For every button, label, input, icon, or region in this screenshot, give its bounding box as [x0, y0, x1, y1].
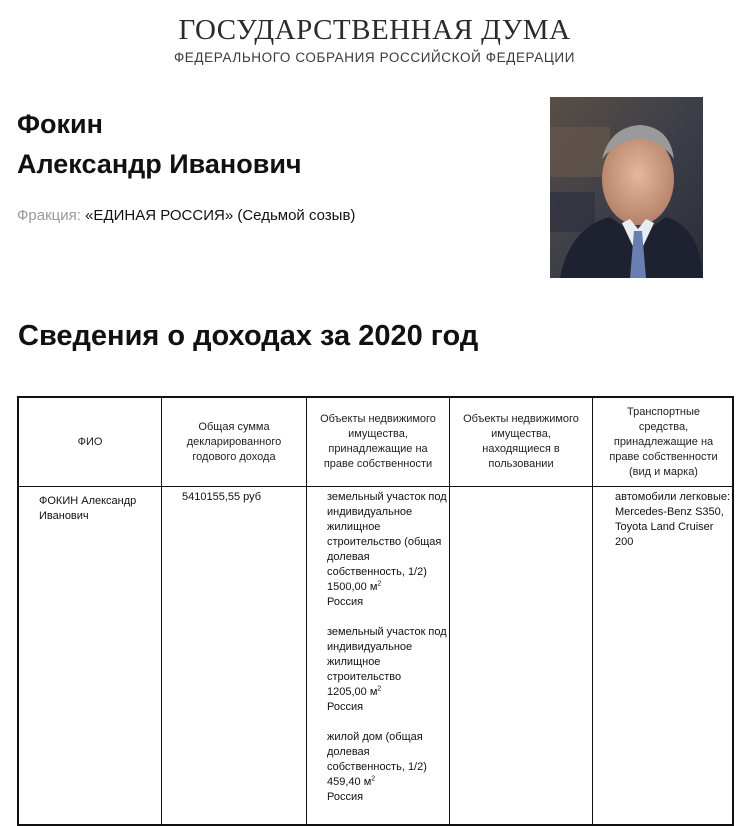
faction-label: Фракция: — [17, 207, 81, 224]
property-line: жилой дом (общая — [327, 731, 423, 743]
property-line: долевая — [327, 746, 370, 758]
property-line: индивидуальное — [327, 506, 413, 518]
cell-name-line: ФОКИН Александр — [39, 495, 137, 507]
property-area: 459,40 $м^2$ — [327, 775, 376, 788]
header-vehicles: Транспортные средства, принадлежащие на праве собственности (вид и марка) — [609, 405, 718, 478]
property-item — [327, 625, 447, 715]
header-divider — [19, 486, 732, 487]
property-item — [327, 730, 447, 805]
deputy-given-names: Александр Иванович — [17, 149, 302, 179]
site-header — [0, 14, 749, 65]
property-area: 1205,00 $м^2$ — [327, 685, 382, 698]
site-subtitle: ФЕДЕРАЛЬНОГО СОБРАНИЯ РОССИЙСКОЙ ФЕДЕРАЦИИ — [173, 50, 576, 65]
property-country: Россия — [327, 596, 364, 608]
cell-name — [39, 494, 136, 524]
vehicle-line: Toyota Land Cruiser — [615, 521, 714, 533]
income-table — [17, 396, 734, 826]
header-owned-property: Объекты недвижимого имущества, принадлежащие на праве собственности — [320, 413, 436, 470]
property-area: 1500,00 $м^2$ — [327, 580, 382, 593]
property-item — [327, 490, 447, 610]
deputy-portrait-image — [550, 97, 703, 278]
site-title[interactable]: ГОСУДАРСТВЕННАЯ ДУМА — [178, 14, 571, 46]
property-country: Россия — [327, 791, 364, 803]
property-line: жилищное — [327, 656, 381, 668]
deputy-surname: Фокин — [17, 109, 103, 139]
faction-value: «ЕДИНАЯ РОССИЯ» (Седьмой созыв) — [85, 207, 356, 224]
cell-vehicles — [615, 490, 730, 550]
property-line: строительство (общая — [327, 536, 442, 548]
vehicle-line: Mercedes-Benz S350, — [615, 506, 724, 518]
property-line: собственность, 1/2) — [327, 566, 427, 578]
property-country: Россия — [327, 701, 364, 713]
faction-line — [17, 207, 355, 224]
cell-owned-property — [327, 490, 447, 820]
vehicle-line: 200 — [615, 536, 634, 548]
vehicle-line: автомобили легковые: — [615, 491, 731, 503]
property-line: долевая — [327, 551, 370, 563]
property-line: индивидуальное — [327, 641, 413, 653]
property-line: собственность, 1/2) — [327, 761, 427, 773]
property-line: земельный участок под — [327, 491, 447, 503]
header-used-property: Объекты недвижимого имущества, находящиеся в пользовании — [463, 413, 579, 470]
header-income: Общая сумма декларированного годового дохода — [186, 420, 282, 463]
property-line: жилищное — [327, 521, 381, 533]
deputy-photo — [550, 97, 703, 278]
cell-income: 5410155,55 руб — [182, 491, 262, 503]
cell-name-line: Иванович — [39, 510, 89, 522]
property-line: строительство — [327, 671, 402, 683]
property-line: земельный участок под — [327, 626, 447, 638]
deputy-name — [17, 104, 302, 184]
section-title: Сведения о доходах за 2020 год — [18, 320, 479, 352]
header-fio: ФИО — [77, 435, 103, 448]
